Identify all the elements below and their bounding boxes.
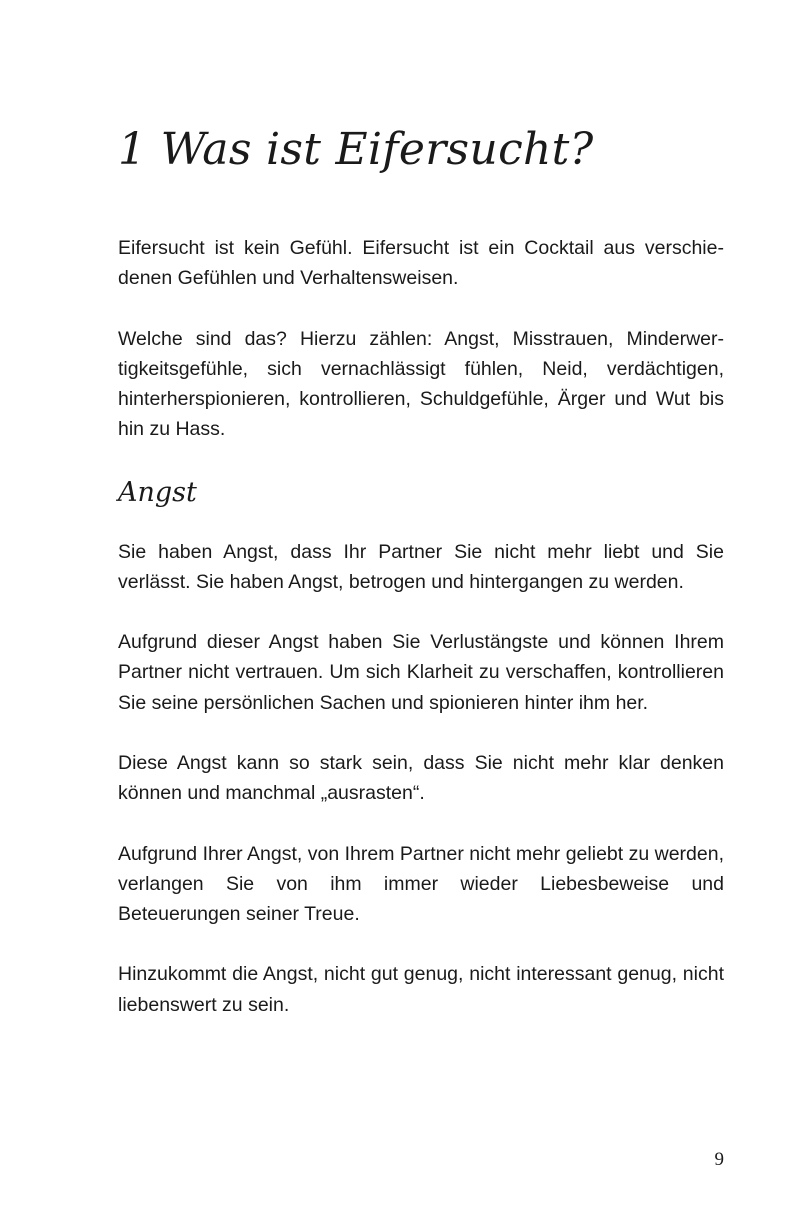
section-paragraph: Hinzukommt die Angst, nicht gut genug, nicht interessant genug, nicht liebenswert zu sein. xyxy=(118,963,724,1016)
intro-paragraph: Eifersucht ist kein Gefühl. Eifersucht ist ein Cocktail aus verschiedenen Gefühlen und Verhaltensweisen. xyxy=(118,237,724,290)
section-paragraph: Aufgrund dieser Angst haben Sie Verlustängste und können Ihrem Partner nicht vertrauen. Um sich Klarheit zu verschaffen, kontrollieren Sie seine persönlichen Sachen und spionieren hinter ihm her. xyxy=(118,631,724,714)
intro-paragraph: Welche sind das? Hierzu zählen: Angst, Misstrauen, Minderwertigkeitsgefühle, sich vernachlässigt fühlen, Neid, verdächtigen, hinterherspionieren, kontrollieren, Schuldgefühle, Ärger und Wut bis hin zu Hass. xyxy=(118,327,724,441)
section-paragraph: Sie haben Angst, dass Ihr Partner Sie nicht mehr liebt und Sie verlässt. Sie haben Angst, betrogen und hintergangen zu werden. xyxy=(118,540,724,593)
chapter-title: 1 Was ist Eifersucht? xyxy=(118,124,594,175)
section-heading: Angst xyxy=(118,476,197,508)
section-paragraph: Aufgrund Ihrer Angst, von Ihrem Partner nicht mehr geliebt zu werden, verlangen Sie von ihm immer wieder Liebesbeweise und Beteuerungen seiner Treue. xyxy=(118,842,724,925)
page-number: 9 xyxy=(714,1149,724,1170)
page-body xyxy=(118,233,724,1050)
section-paragraph: Diese Angst kann so stark sein, dass Sie nicht mehr klar denken können und manchmal „ausrasten“. xyxy=(118,751,724,805)
